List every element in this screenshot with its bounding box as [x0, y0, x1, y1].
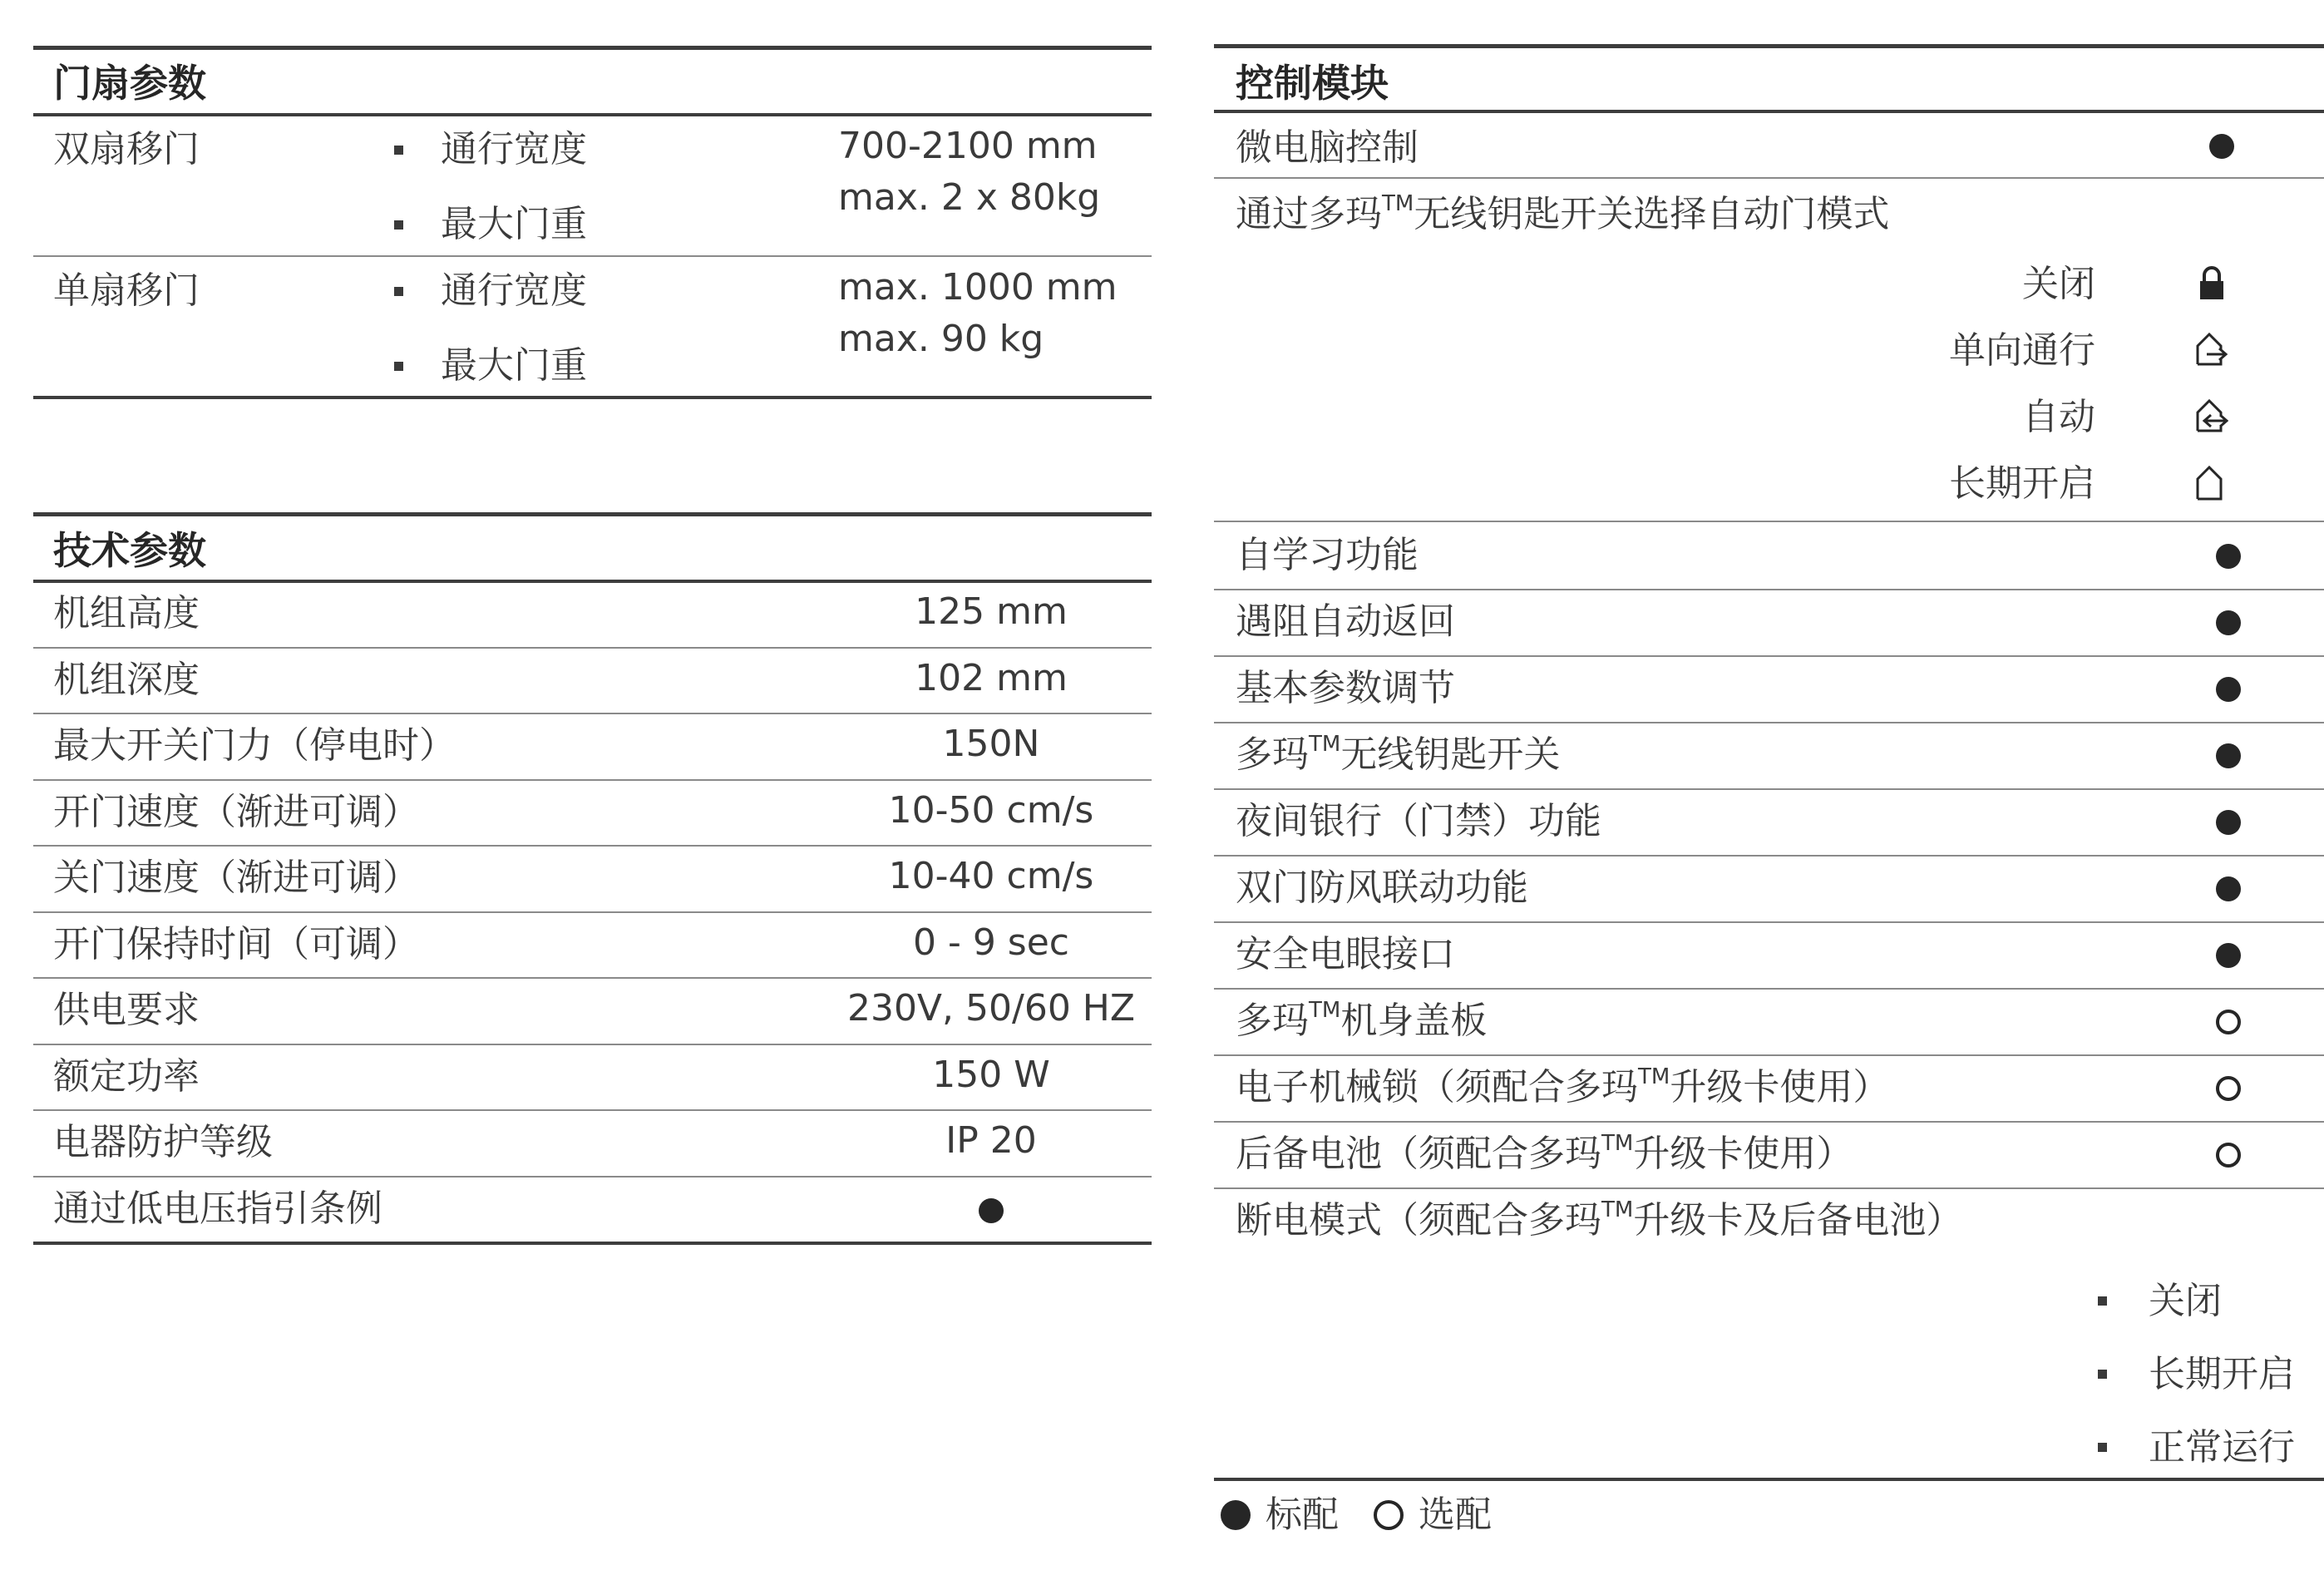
tech-top-rule: [33, 512, 1152, 516]
label-text: 安全电眼接口: [1236, 933, 1455, 975]
bullet: [394, 220, 403, 230]
row-rule: [1214, 1187, 2324, 1189]
tech-row-value: 10-50 cm/s: [888, 788, 1094, 832]
mode-label: 单向通行: [1949, 329, 2095, 372]
label-text: 电子机械锁（须配合多玛: [1236, 1066, 1638, 1108]
control-top-rule: [1214, 44, 2324, 48]
tech-row-label: 电器防护等级: [53, 1121, 273, 1163]
door-heading-rule: [33, 113, 1152, 116]
row-rule: [1214, 1054, 2324, 1056]
bullet: [2098, 1443, 2107, 1452]
tech-row-value: 230V, 50/60 HZ: [846, 987, 1136, 1029]
power-off-option: 正常运行: [2149, 1426, 2295, 1469]
tech-row-value: IP 20: [945, 1119, 1037, 1162]
legend-standard-dot: [1221, 1500, 1251, 1530]
door-top-rule: [33, 46, 1152, 50]
one-way-exit-icon: [2195, 331, 2228, 369]
double-door-val1: 700-2100 mm: [838, 125, 1098, 167]
control-heading-rule: [1214, 110, 2324, 113]
label-text: 机身盖板: [1340, 1000, 1488, 1042]
trademark-mark: TM: [1601, 1131, 1634, 1156]
single-door-prop2: 最大门重: [441, 344, 587, 387]
standard-dot: [2216, 743, 2241, 768]
microcomputer-label: 微电脑控制: [1236, 126, 1419, 169]
row-rule: [1214, 722, 2324, 723]
standard-dot: [2216, 610, 2241, 635]
standard-dot: [979, 1198, 1004, 1223]
control-row-label: [1236, 532, 1419, 579]
label-text: 后备电池（须配合多玛: [1236, 1133, 1601, 1175]
control-heading: 控制模块: [1236, 61, 1389, 106]
standard-dot: [2216, 810, 2241, 835]
power-off-option: 长期开启: [2149, 1353, 2295, 1395]
single-door-val2: max. 90 kg: [838, 318, 1044, 360]
standard-dot: [2216, 544, 2241, 569]
bullet: [2098, 1370, 2107, 1379]
single-door-name: 单扇移门: [53, 269, 200, 312]
tech-row-label: 机组高度: [53, 592, 200, 634]
row-rule: [33, 1044, 1152, 1045]
mode-label: 自动: [2022, 396, 2095, 438]
control-row-label: [1236, 732, 1560, 778]
single-door-prop1: 通行宽度: [441, 269, 587, 312]
row-rule: [1214, 521, 2324, 522]
door-bottom-rule: [33, 396, 1152, 399]
label-text: 多玛: [1236, 1000, 1309, 1042]
row-rule: [1214, 177, 2324, 179]
row-rule: [1214, 655, 2324, 657]
tech-row-value: 10-40 cm/s: [888, 855, 1094, 897]
single-door-val1: max. 1000 mm: [838, 266, 1118, 309]
row-rule: [1214, 921, 2324, 923]
mode-label: 关闭: [2022, 263, 2095, 305]
standard-dot: [2209, 134, 2234, 159]
standard-dot: [2216, 677, 2241, 702]
standard-dot: [2216, 876, 2241, 901]
control-row-label: [1236, 1064, 1889, 1111]
power-off-label: 断电模式（须配合多玛™升级卡及后备电池）: [1236, 1197, 1963, 1242]
trademark-mark: TM: [1638, 1064, 1670, 1089]
control-row-label: [1236, 998, 1487, 1044]
door-heading: 门扇参数: [53, 61, 206, 106]
bullet: [394, 362, 403, 371]
optional-dot: [2216, 1076, 2241, 1101]
tech-row-label: 额定功率: [53, 1054, 200, 1098]
tech-row-value: 102 mm: [915, 656, 1068, 699]
label-text: 双门防风联动功能: [1236, 866, 1528, 909]
double-door-prop1: 通行宽度: [441, 128, 587, 170]
label-text: 无线钥匙开关: [1340, 733, 1561, 776]
label-text: 自学习功能: [1236, 534, 1419, 576]
trademark-mark: TM: [1309, 998, 1341, 1023]
tech-row-label: 开门速度（渐进可调）: [53, 790, 419, 833]
bullet: [394, 287, 403, 296]
label-text: 升级卡使用）: [1633, 1133, 1853, 1175]
control-row-label: [1236, 931, 1455, 978]
row-rule: [1214, 788, 2324, 790]
legend-standard-label: 标配: [1266, 1493, 1339, 1536]
tech-row-value: 0 - 9 sec: [912, 921, 1069, 964]
control-row-label: [1236, 665, 1455, 712]
mode-label: 长期开启: [1949, 462, 2095, 505]
row-rule: [1214, 1121, 2324, 1123]
label-text: 遇阻自动返回: [1236, 600, 1455, 643]
row-rule: [33, 1242, 1152, 1245]
double-door-val2: max. 2 x 80kg: [838, 176, 1101, 219]
row-rule: [1214, 988, 2324, 990]
bullet: [394, 146, 403, 155]
trademark-mark: TM: [1309, 732, 1341, 757]
row-rule: [33, 977, 1152, 979]
row-rule: [33, 779, 1152, 781]
tech-heading: 技术参数: [53, 528, 206, 573]
row-rule: [33, 1176, 1152, 1178]
row-rule: [1214, 589, 2324, 590]
double-door-prop2: 最大门重: [441, 203, 587, 245]
label-text: 多玛: [1236, 733, 1309, 776]
two-way-automatic-icon: [2195, 397, 2228, 436]
tech-row-label: 开门保持时间（可调）: [53, 922, 419, 965]
row-rule: [1214, 855, 2324, 857]
legend-optional-label: 选配: [1419, 1493, 1492, 1536]
door-row-rule: [33, 255, 1152, 257]
tech-row-label: 供电要求: [53, 989, 200, 1031]
power-off-option: 关闭: [2149, 1280, 2222, 1322]
row-rule: [33, 713, 1152, 714]
control-row-label: [1236, 798, 1601, 845]
tech-heading-rule: [33, 580, 1152, 583]
lock-icon: [2195, 264, 2228, 303]
optional-dot: [2216, 1143, 2241, 1168]
row-rule: [33, 845, 1152, 847]
legend-optional-dot: [1374, 1500, 1404, 1530]
row-rule: [33, 1109, 1152, 1111]
bullet: [2098, 1296, 2107, 1306]
control-row-label: [1236, 1131, 1853, 1178]
mode-select-label: 通过多玛™无线钥匙开关选择自动门模式: [1236, 191, 1890, 235]
row-rule: [33, 911, 1152, 913]
tech-row-label: 关门速度（渐进可调）: [53, 857, 419, 899]
tech-row-label: 通过低电压指引条例: [53, 1187, 382, 1230]
control-row-label: [1236, 599, 1455, 645]
optional-dot: [2216, 1010, 2241, 1034]
tech-row-value: 125 mm: [915, 590, 1068, 633]
row-rule: [33, 647, 1152, 649]
legend-rule: [1214, 1478, 2324, 1481]
double-door-name: 双扇移门: [53, 128, 200, 170]
tech-row-value: 150 W: [932, 1053, 1050, 1096]
label-text: 基本参数调节: [1236, 667, 1455, 709]
tech-row-value: 150N: [942, 723, 1040, 765]
permanent-open-icon: [2195, 464, 2228, 502]
label-text: 升级卡使用）: [1670, 1066, 1890, 1108]
tech-row-label: 机组深度: [53, 658, 200, 701]
control-row-label: [1236, 865, 1528, 911]
tech-row-label: 最大开关门力（停电时）: [53, 724, 456, 767]
standard-dot: [2216, 943, 2241, 968]
label-text: 夜间银行（门禁）功能: [1236, 800, 1601, 842]
